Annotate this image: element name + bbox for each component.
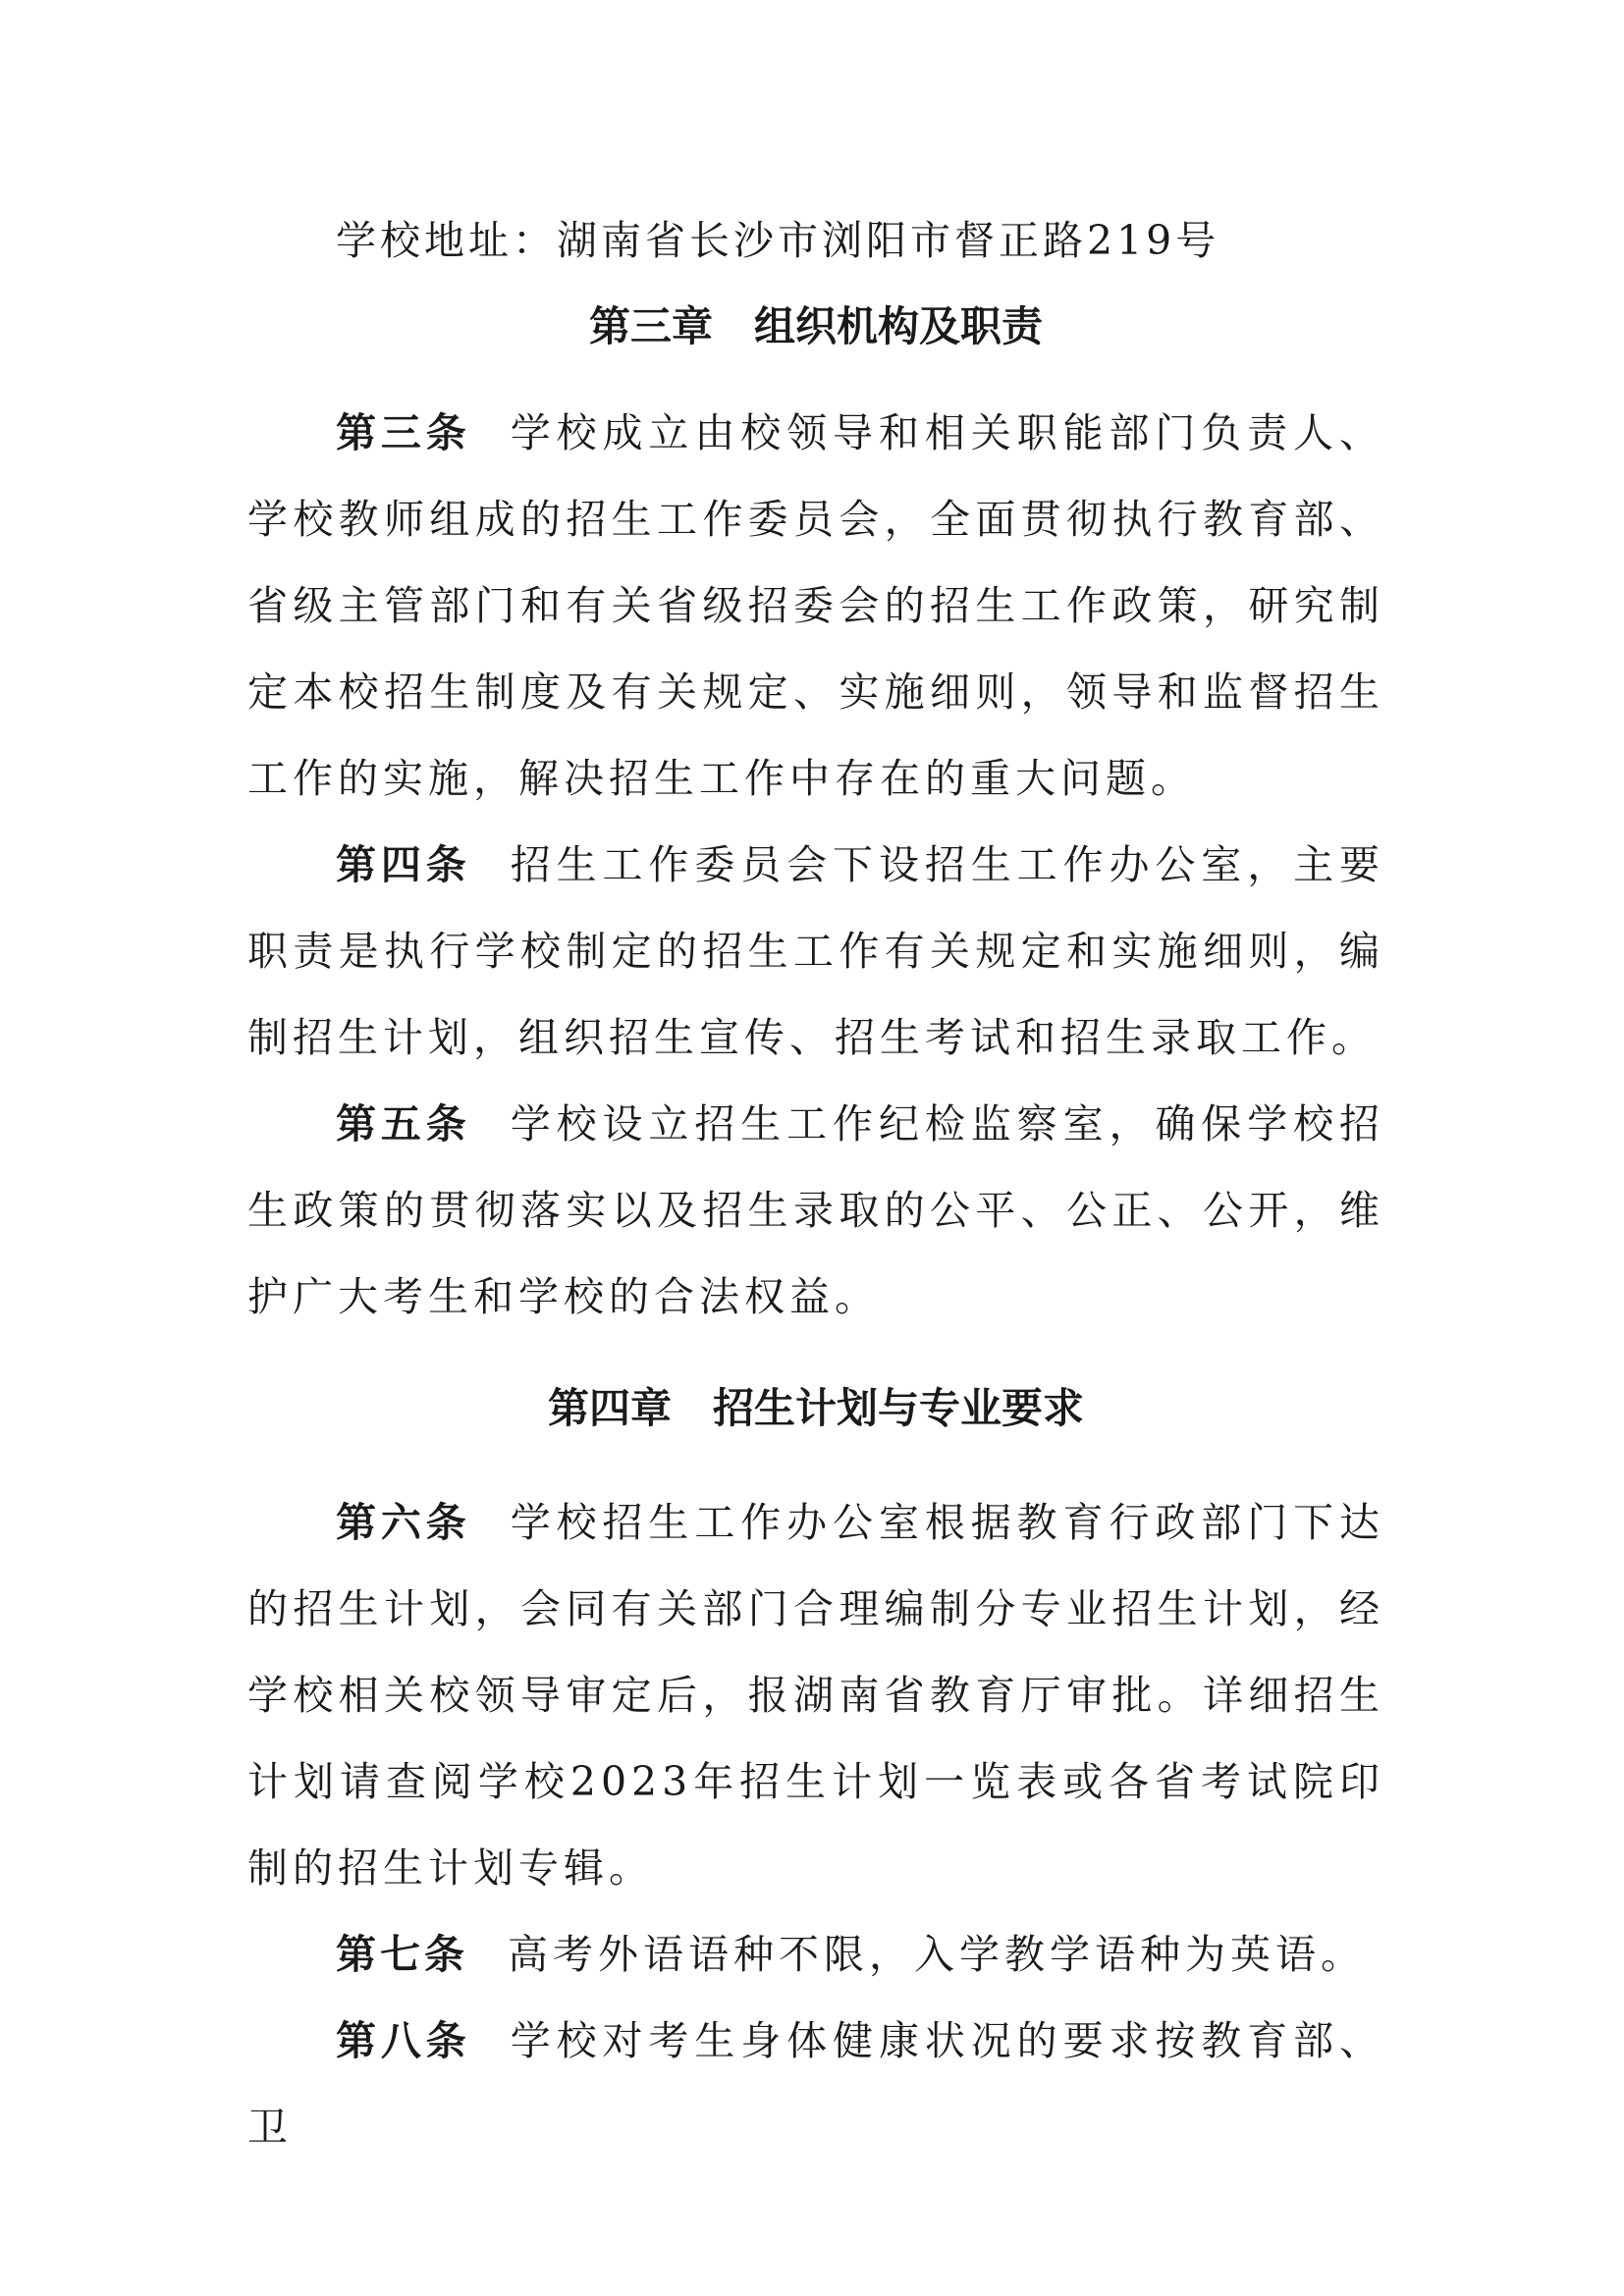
article-7-label: 第七条: [336, 1931, 468, 1978]
article-3: [247, 390, 1384, 822]
article-4-text: 招生工作委员会下设招生工作办公室，主要职责是执行学校制定的招生工作有关规定和实施细则，编制招生计划，组织招生宣传、招生考试和招生录取工作。: [247, 841, 1385, 1061]
article-7-text: 高考外语语种不限，入学教学语种为英语。: [508, 1931, 1366, 1978]
article-3-label: 第三条: [336, 409, 471, 456]
article-5-label: 第五条: [336, 1100, 471, 1148]
article-5: [247, 1081, 1384, 1340]
article-8: [247, 1998, 1384, 2170]
article-6-label: 第六条: [336, 1499, 471, 1546]
chapter-4-title: 第四章 招生计划与专业要求: [547, 1384, 1084, 1432]
article-8-label: 第八条: [336, 2017, 471, 2064]
article-4: [247, 822, 1384, 1081]
article-5-text: 学校设立招生工作纪检监察室，确保学校招生政策的贯彻落实以及招生录取的公平、公正、公开，维护广大考生和学校的合法权益。: [247, 1100, 1385, 1320]
document-body: [247, 201, 1384, 2170]
school-address-line: 学校地址：湖南省长沙市浏阳市督正路219号: [336, 217, 1220, 264]
article-6-text: 学校招生工作办公室根据教育行政部门下达的招生计划，会同有关部门合理编制分专业招生计划，经学校相关校领导审定后，报湖南省教育厅审批。详细招生计划请查阅学校2023年招生计划一览表或各省考试院印制的招生计划专辑。: [247, 1499, 1385, 1892]
article-4-label: 第四条: [336, 841, 471, 888]
article-3-text: 学校成立由校领导和相关职能部门负责人、学校教师组成的招生工作委员会，全面贯彻执行教育部、省级主管部门和有关省级招委会的招生工作政策，研究制定本校招生制度及有关规定、实施细则，领导和监督招生工作的实施，解决招生工作中存在的重大问题。: [247, 409, 1385, 802]
article-7: [247, 1911, 1384, 1998]
article-6: [247, 1479, 1384, 1911]
chapter-3-title: 第三章 组织机构及职责: [588, 302, 1043, 350]
article-8-text: 学校对考生身体健康状况的要求按教育部、卫: [247, 2017, 1385, 2151]
